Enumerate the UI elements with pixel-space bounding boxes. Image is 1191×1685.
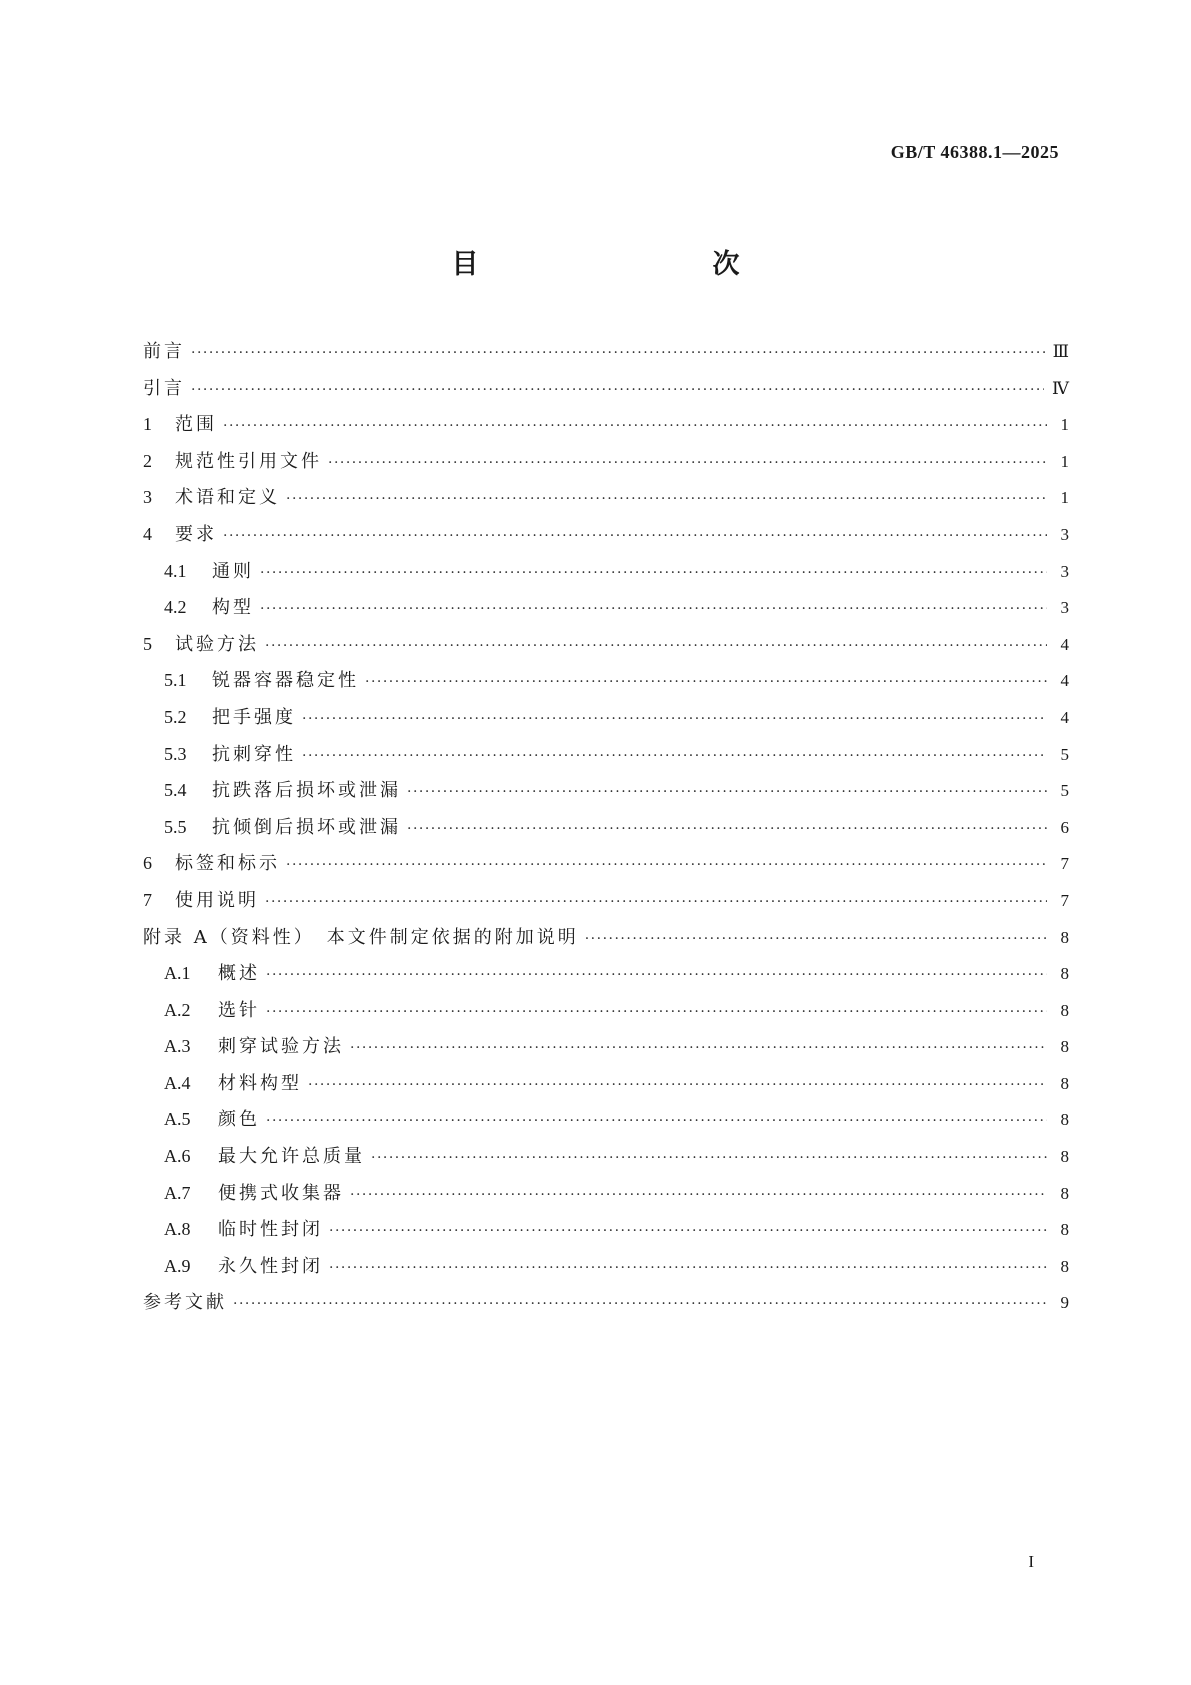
toc-entry-page: 8 (1060, 1183, 1069, 1203)
toc-entry-page: 8 (1060, 927, 1069, 947)
toc-leader-dots (329, 1260, 1047, 1276)
toc-entry[interactable] (143, 557, 1069, 594)
toc-entry-number: A.6 (164, 1146, 191, 1167)
toc-leader-dots (266, 1004, 1047, 1020)
toc-entry[interactable] (143, 813, 1069, 850)
toc-entry-number: 5 (143, 633, 152, 654)
toc-entry[interactable] (143, 740, 1069, 777)
toc-leader-dots (328, 455, 1047, 471)
toc-entry-label: 便携式收集器 (218, 1182, 344, 1204)
toc-leader-dots (350, 1040, 1047, 1056)
toc-entry-number: 1 (143, 414, 152, 435)
toc-entry-label: 构型 (212, 597, 254, 619)
toc-entry-label: 永久性封闭 (218, 1255, 323, 1277)
toc-entry-number: A.7 (164, 1182, 191, 1203)
toc-entry[interactable] (143, 1069, 1069, 1106)
toc-entry-number: 5.1 (164, 670, 187, 691)
toc-entry-page: 4 (1060, 634, 1069, 654)
toc-entry[interactable] (143, 996, 1069, 1033)
toc-leader-dots (265, 894, 1047, 910)
toc-entry[interactable] (143, 630, 1069, 667)
toc-entry-label: 规范性引用文件 (175, 450, 322, 472)
toc-entry-label: 最大允许总质量 (218, 1146, 365, 1168)
toc-entry-label: 临时性封闭 (218, 1219, 323, 1241)
toc-entry-page: 1 (1060, 488, 1069, 508)
toc-entry-number: 3 (143, 487, 152, 508)
toc-leader-dots (223, 418, 1047, 434)
toc-entry-label: 标签和标示 (175, 853, 280, 875)
toc-entry-number: 5.3 (164, 743, 187, 764)
toc-leader-dots (265, 638, 1047, 654)
toc-entry-number: A.2 (164, 999, 191, 1020)
toc-entry-page: 4 (1060, 707, 1069, 727)
toc-leader-dots (286, 491, 1047, 507)
toc-entry-label: 刺穿试验方法 (218, 1036, 344, 1058)
toc-entry[interactable] (143, 849, 1069, 886)
toc-leader-dots (223, 528, 1047, 544)
toc-entry-label: 试验方法 (175, 633, 259, 655)
toc-entry-label: 参考文献 (143, 1292, 227, 1314)
toc-entry-page: 8 (1060, 1073, 1069, 1093)
toc-entry[interactable] (143, 1179, 1069, 1216)
toc-entry-page: 5 (1060, 744, 1069, 764)
table-of-contents (143, 337, 1069, 1325)
toc-entry-page: 1 (1060, 415, 1069, 435)
toc-leader-dots (233, 1296, 1047, 1312)
toc-entry-label: 颜色 (218, 1109, 260, 1131)
toc-entry-page: 5 (1060, 781, 1069, 801)
toc-entry-label: 概述 (218, 963, 260, 985)
toc-entry-page: Ⅲ (1052, 342, 1069, 361)
toc-entry-page: 6 (1060, 817, 1069, 837)
toc-entry-page: 3 (1060, 561, 1069, 581)
toc-leader-dots (329, 1223, 1047, 1239)
toc-leader-dots (260, 601, 1047, 617)
toc-entry-page: 8 (1060, 1220, 1069, 1240)
toc-entry-page: 7 (1060, 854, 1069, 874)
toc-leader-dots (308, 1077, 1047, 1093)
toc-leader-dots (302, 748, 1047, 764)
toc-entry-page: 8 (1060, 1000, 1069, 1020)
toc-entry-label: 术语和定义 (175, 487, 280, 509)
toc-entry[interactable] (143, 1032, 1069, 1069)
toc-entry-page: 3 (1060, 524, 1069, 544)
toc-entry-number: A.1 (164, 963, 191, 984)
toc-leader-dots (266, 967, 1047, 983)
toc-entry[interactable] (143, 1142, 1069, 1179)
toc-leader-dots (302, 711, 1047, 727)
toc-entry[interactable] (143, 923, 1069, 960)
toc-entry-number: A.5 (164, 1109, 191, 1130)
toc-entry-number: A.3 (164, 1036, 191, 1057)
toc-entry-label: 抗刺穿性 (212, 743, 296, 765)
toc-entry-label: 通则 (212, 560, 254, 582)
toc-entry[interactable] (143, 886, 1069, 923)
toc-entry-label: 前言 (143, 341, 185, 362)
toc-entry-label: 材料构型 (218, 1072, 302, 1094)
toc-leader-dots (365, 674, 1047, 690)
toc-entry-page: 3 (1060, 598, 1069, 618)
toc-leader-dots (191, 345, 1045, 361)
toc-leader-dots (371, 1150, 1047, 1166)
toc-leader-dots (260, 565, 1047, 581)
toc-entry-number: A.4 (164, 1072, 191, 1093)
toc-entry-number: 5.4 (164, 780, 187, 801)
toc-entry[interactable] (143, 1252, 1069, 1289)
toc-leader-dots (407, 821, 1047, 837)
toc-leader-dots (585, 931, 1047, 947)
page-number: I (1028, 1552, 1034, 1571)
toc-entry-page: 8 (1060, 1256, 1069, 1276)
toc-entry-page: 7 (1060, 890, 1069, 910)
toc-entry[interactable] (143, 1215, 1069, 1252)
toc-entry-page: 8 (1060, 964, 1069, 984)
toc-entry[interactable] (143, 410, 1069, 447)
toc-leader-dots (286, 857, 1047, 873)
toc-leader-dots (266, 1113, 1047, 1129)
toc-entry-label: 附录 A（资料性） 本文件制定依据的附加说明 (143, 926, 579, 948)
toc-entry-page: Ⅳ (1052, 378, 1069, 398)
toc-leader-dots (350, 1187, 1047, 1203)
toc-entry-number: 5.5 (164, 816, 187, 837)
toc-entry-label: 把手强度 (212, 706, 296, 728)
standard-number: GB/T 46388.1—2025 (890, 142, 1059, 162)
toc-entry-label: 要求 (175, 523, 217, 545)
toc-entry[interactable] (143, 374, 1069, 411)
toc-entry-number: A.9 (164, 1255, 191, 1276)
toc-entry-number: 4 (143, 523, 152, 544)
toc-entry[interactable] (143, 483, 1069, 520)
toc-entry-page: 4 (1060, 671, 1069, 691)
toc-entry-page: 8 (1060, 1110, 1069, 1130)
toc-entry[interactable] (143, 447, 1069, 484)
toc-leader-dots (407, 784, 1047, 800)
toc-entry-label: 抗倾倒后损坏或泄漏 (212, 816, 401, 838)
toc-entry[interactable] (143, 703, 1069, 740)
toc-entry-number: 2 (143, 450, 152, 471)
toc-entry-label: 范围 (175, 414, 217, 436)
toc-entry[interactable] (143, 520, 1069, 557)
toc-entry-page: 8 (1060, 1037, 1069, 1057)
toc-entry-page: 1 (1060, 451, 1069, 471)
toc-entry[interactable] (143, 1105, 1069, 1142)
toc-entry-label: 抗跌落后损坏或泄漏 (212, 780, 401, 802)
toc-entry[interactable] (143, 337, 1069, 374)
toc-entry[interactable] (143, 666, 1069, 703)
toc-title: 目 次 (451, 249, 800, 280)
toc-entry-page: 9 (1060, 1293, 1069, 1313)
toc-entry[interactable] (143, 1288, 1069, 1325)
toc-entry-label: 锐器容器稳定性 (212, 670, 359, 692)
toc-entry[interactable] (143, 593, 1069, 630)
toc-entry-label: 使用说明 (175, 889, 259, 911)
toc-entry-label: 引言 (143, 377, 185, 399)
toc-entry-number: 4.2 (164, 597, 187, 618)
toc-entry-number: A.8 (164, 1219, 191, 1240)
toc-leader-dots (191, 382, 1044, 398)
toc-entry-number: 5.2 (164, 706, 187, 727)
toc-entry[interactable] (143, 959, 1069, 996)
toc-entry-number: 4.1 (164, 560, 187, 581)
toc-entry-number: 6 (143, 853, 152, 874)
toc-entry-label: 选针 (218, 999, 260, 1021)
toc-entry-number: 7 (143, 889, 152, 910)
toc-entry-page: 8 (1060, 1147, 1069, 1167)
toc-entry[interactable] (143, 776, 1069, 813)
